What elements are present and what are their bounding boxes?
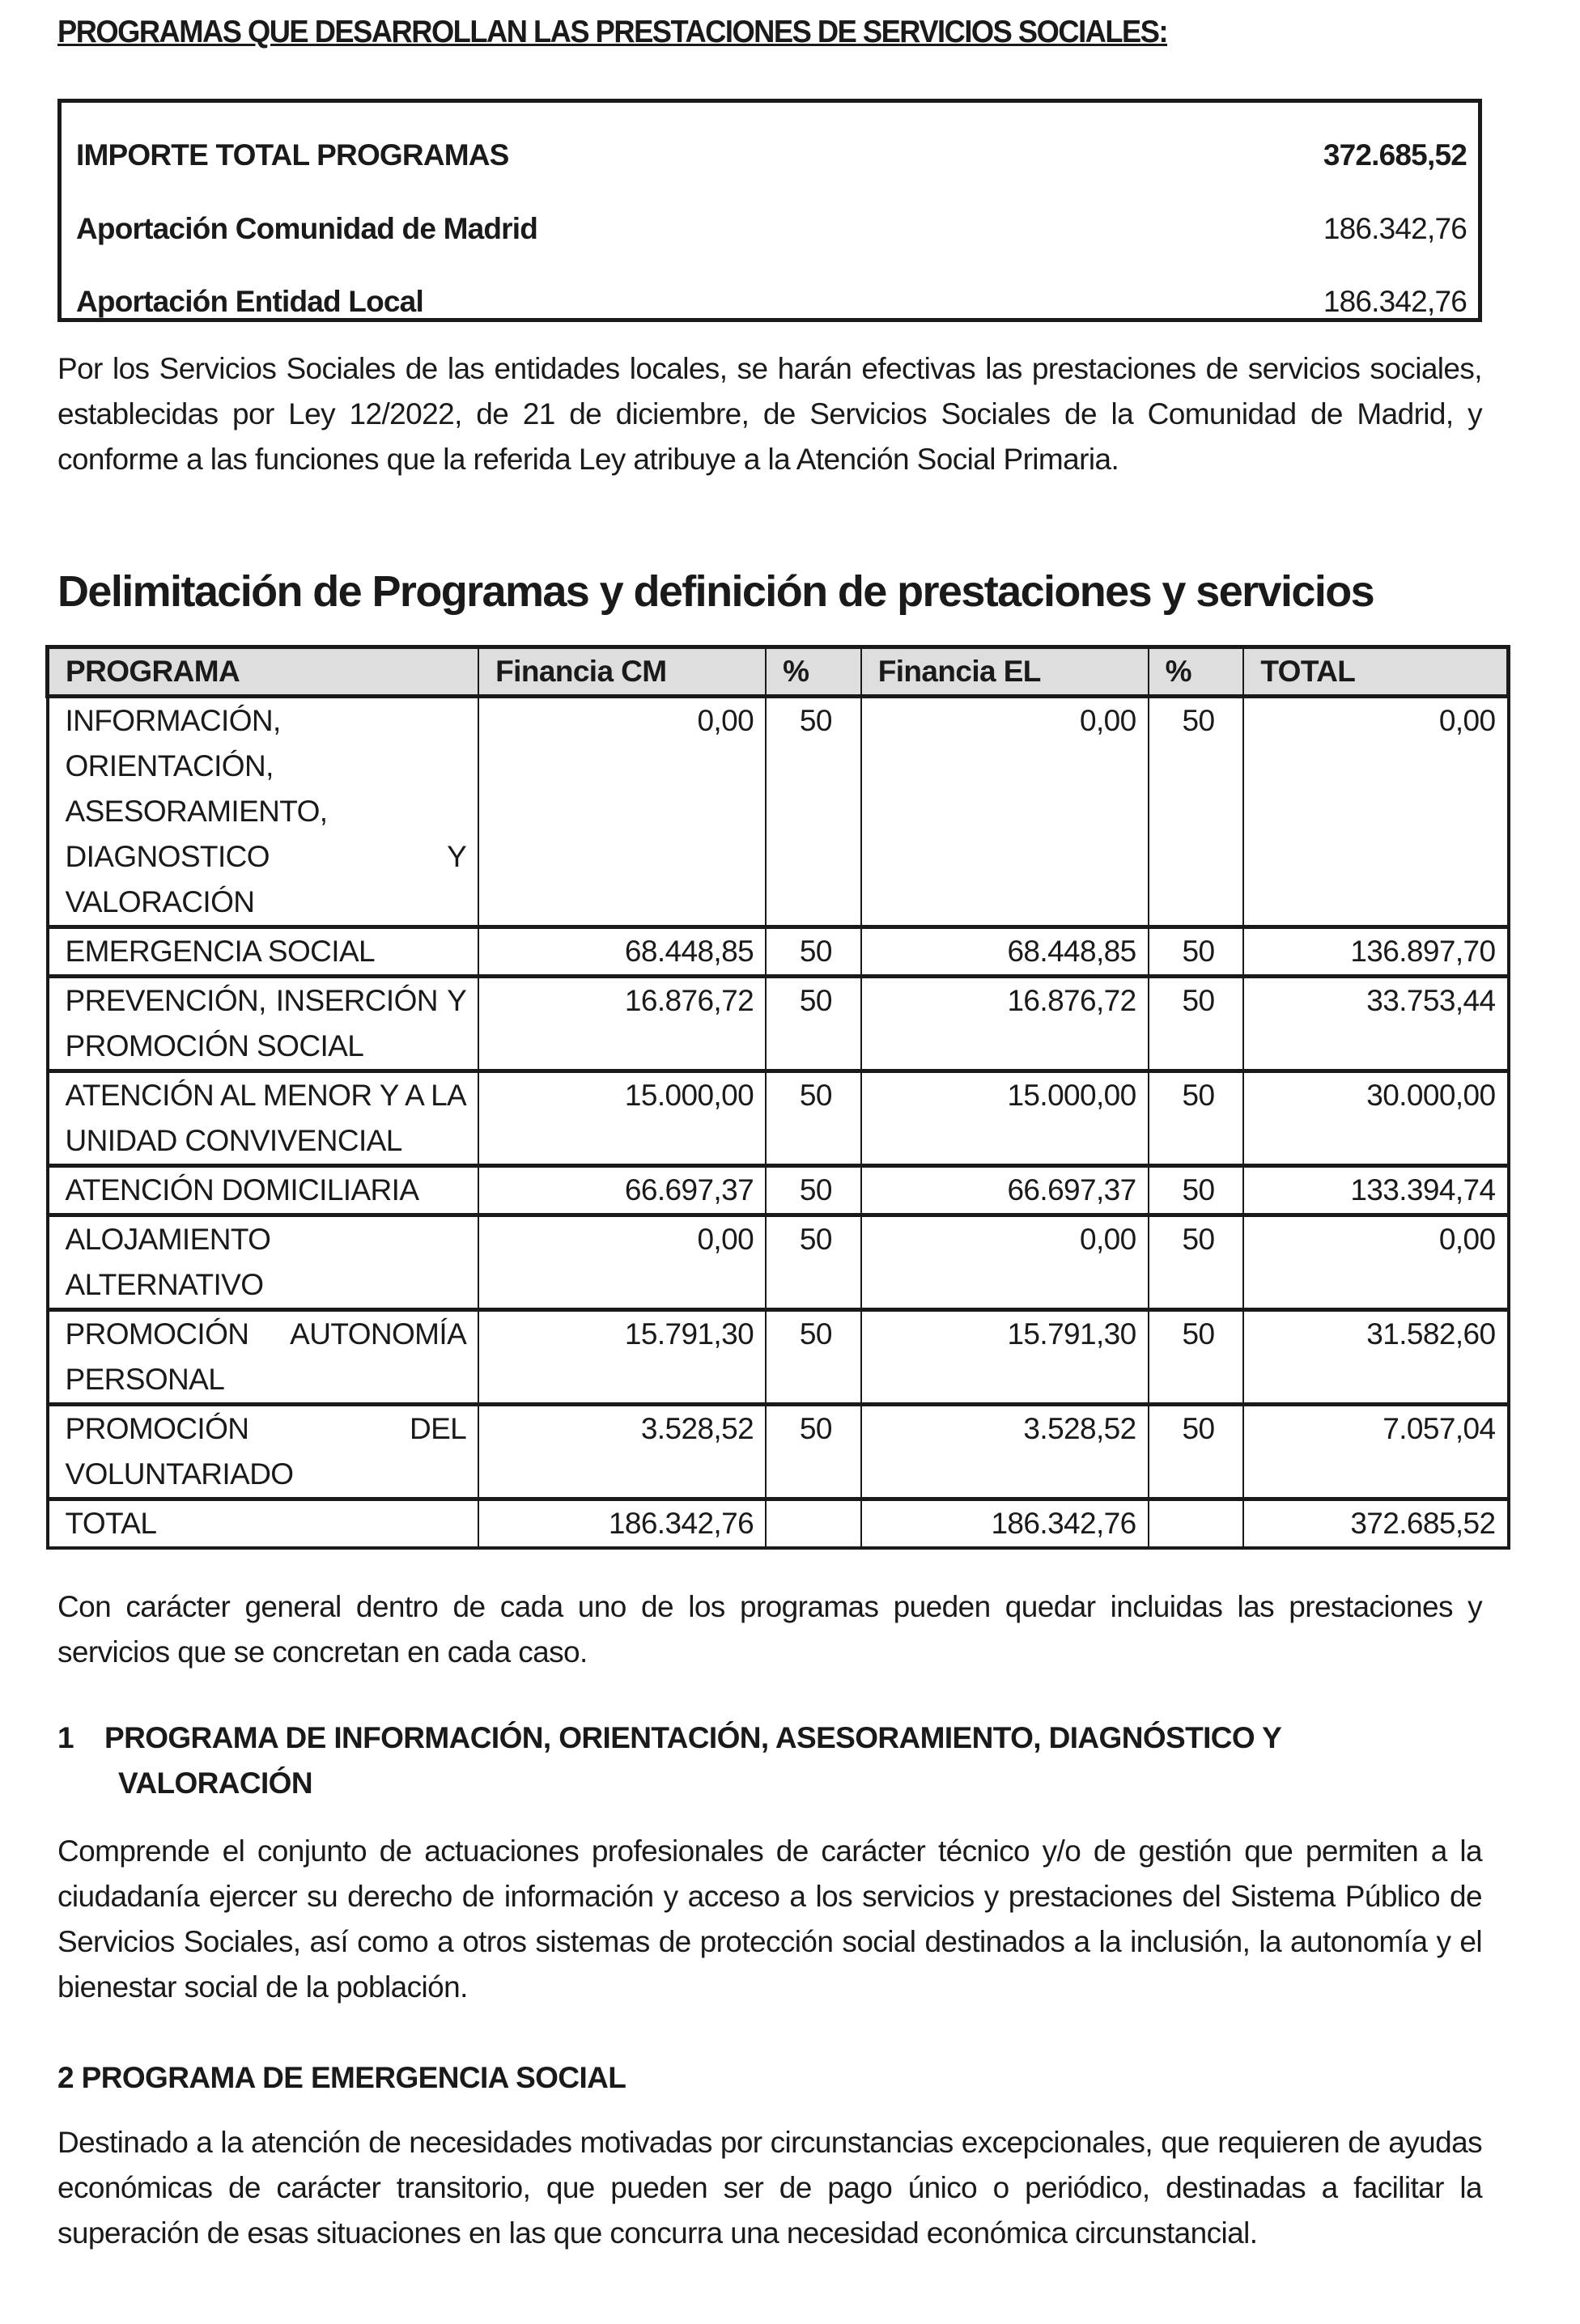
cell-financia-cm: 66.697,37	[478, 1166, 766, 1215]
table-row	[48, 1071, 1509, 1166]
cell-financia-cm: 0,00	[478, 697, 766, 927]
cell-total: 136.897,70	[1243, 927, 1508, 977]
cell-total: 7.057,04	[1243, 1405, 1508, 1499]
cell-pct-cm: 50	[766, 1071, 861, 1166]
header-financia-cm: Financia CM	[478, 647, 766, 697]
document-title: PROGRAMAS QUE DESARROLLAN LAS PRESTACIONES DE SERVICIOS SOCIALES:	[57, 15, 1168, 49]
cell-financia-el: 3.528,52	[861, 1405, 1149, 1499]
program-1-number: 1	[57, 1721, 74, 1754]
table-header-row	[48, 647, 1509, 697]
summary-row-el	[76, 282, 1467, 322]
table-row	[48, 1405, 1509, 1499]
cell-programa: INFORMACIÓN, ORIENTACIÓN, ASESORAMIENTO, DIAGNOSTICO Y VALORACIÓN	[48, 697, 479, 927]
header-pct-el: %	[1149, 647, 1244, 697]
cell-pct-el: 50	[1149, 697, 1244, 927]
cell-pct-el	[1149, 1499, 1244, 1549]
summary-value: 186.342,76	[1323, 285, 1467, 318]
cell-total: 33.753,44	[1243, 977, 1508, 1071]
cell-programa: PROMOCIÓN DEL VOLUNTARIADO	[48, 1405, 479, 1499]
cell-financia-el: 16.876,72	[861, 977, 1149, 1071]
table-row	[48, 697, 1509, 927]
table-row	[48, 977, 1509, 1071]
program-1-heading	[57, 1715, 1482, 1806]
cell-pct-el: 50	[1149, 977, 1244, 1071]
cell-total: 133.394,74	[1243, 1166, 1508, 1215]
general-paragraph: Con carácter general dentro de cada uno de los programas pueden quedar incluidas las prestaciones y servicios que se concretan en cada caso.	[57, 1590, 1482, 1669]
table-row	[48, 1215, 1509, 1310]
cell-financia-cm: 15.791,30	[478, 1310, 766, 1405]
cell-total: 0,00	[1243, 697, 1508, 927]
summary-box	[57, 99, 1482, 322]
cell-programa: PREVENCIÓN, INSERCIÓN Y PROMOCIÓN SOCIAL	[48, 977, 479, 1071]
cell-financia-el: 15.791,30	[861, 1310, 1149, 1405]
table-row	[48, 927, 1509, 977]
cell-pct-el: 50	[1149, 1215, 1244, 1310]
program-1-title-line1: PROGRAMA DE INFORMACIÓN, ORIENTACIÓN, ASESORAMIENTO, DIAGNÓSTICO Y	[104, 1721, 1282, 1754]
cell-pct-cm: 50	[766, 927, 861, 977]
cell-pct-cm: 50	[766, 1166, 861, 1215]
programs-table	[45, 645, 1510, 1550]
header-programa: PROGRAMA	[48, 647, 479, 697]
cell-programa: ATENCIÓN AL MENOR Y A LA UNIDAD CONVIVENCIAL	[48, 1071, 479, 1166]
summary-label: Aportación Comunidad de Madrid	[76, 212, 538, 245]
cell-pct-el: 50	[1149, 1166, 1244, 1215]
cell-pct-el: 50	[1149, 1405, 1244, 1499]
cell-programa: TOTAL	[48, 1499, 479, 1549]
summary-label: Aportación Entidad Local	[76, 285, 423, 318]
cell-pct-cm	[766, 1499, 861, 1549]
summary-label: IMPORTE TOTAL PROGRAMAS	[76, 138, 509, 172]
cell-financia-el: 0,00	[861, 1215, 1149, 1310]
program-1-title-line2: VALORACIÓN	[118, 1766, 312, 1800]
cell-financia-el: 15.000,00	[861, 1071, 1149, 1166]
cell-programa: PROMOCIÓN AUTONOMÍA PERSONAL	[48, 1310, 479, 1405]
cell-financia-cm: 16.876,72	[478, 977, 766, 1071]
summary-value: 186.342,76	[1323, 212, 1467, 245]
cell-financia-el: 0,00	[861, 697, 1149, 927]
program-2-heading: 2 PROGRAMA DE EMERGENCIA SOCIAL	[57, 2061, 626, 2094]
table-body	[48, 697, 1509, 1549]
cell-financia-cm: 15.000,00	[478, 1071, 766, 1166]
summary-row-total	[76, 135, 1467, 176]
cell-pct-el: 50	[1149, 1071, 1244, 1166]
cell-pct-cm: 50	[766, 1215, 861, 1310]
summary-value: 372.685,52	[1323, 138, 1467, 172]
cell-financia-cm: 3.528,52	[478, 1405, 766, 1499]
cell-total: 0,00	[1243, 1215, 1508, 1310]
cell-pct-el: 50	[1149, 1310, 1244, 1405]
table-row	[48, 1166, 1509, 1215]
cell-pct-cm: 50	[766, 697, 861, 927]
header-pct-cm: %	[766, 647, 861, 697]
summary-row-cm	[76, 209, 1467, 249]
cell-financia-cm: 0,00	[478, 1215, 766, 1310]
cell-total: 30.000,00	[1243, 1071, 1508, 1166]
header-total: TOTAL	[1243, 647, 1508, 697]
cell-total: 31.582,60	[1243, 1310, 1508, 1405]
cell-financia-el: 66.697,37	[861, 1166, 1149, 1215]
cell-programa: ALOJAMIENTO ALTERNATIVO	[48, 1215, 479, 1310]
cell-financia-cm: 186.342,76	[478, 1499, 766, 1549]
table-total-row	[48, 1499, 1509, 1549]
cell-financia-el: 186.342,76	[861, 1499, 1149, 1549]
section-heading: Delimitación de Programas y definición de prestaciones y servicios	[57, 567, 1374, 616]
cell-programa: EMERGENCIA SOCIAL	[48, 927, 479, 977]
cell-pct-cm: 50	[766, 1405, 861, 1499]
header-financia-el: Financia EL	[861, 647, 1149, 697]
cell-pct-el: 50	[1149, 927, 1244, 977]
program-1-description: Comprende el conjunto de actuaciones profesionales de carácter técnico y/o de gestión que permiten a la ciudadanía ejercer su derecho de información y acceso a los servicios y prestaciones del Sistema Público de Servicios Sociales, así como a otros sistemas de protección social destinados a la inclusión, la autonomía y el bienestar social de la población.	[57, 1834, 1482, 2004]
cell-pct-cm: 50	[766, 1310, 861, 1405]
cell-pct-cm: 50	[766, 977, 861, 1071]
cell-financia-cm: 68.448,85	[478, 927, 766, 977]
cell-programa: ATENCIÓN DOMICILIARIA	[48, 1166, 479, 1215]
program-2-description: Destinado a la atención de necesidades motivadas por circunstancias excepcionales, que requieren de ayudas económicas de carácter transitorio, que pueden ser de pago único o periódico, destinadas a facilitar la superación de esas situaciones en las que concurra una necesidad económica circunstancial.	[57, 2126, 1482, 2250]
table-row	[48, 1310, 1509, 1405]
intro-paragraph: Por los Servicios Sociales de las entidades locales, se harán efectivas las prestaciones de servicios sociales, establecidas por Ley 12/2022, de 21 de diciembre, de Servicios Sociales de la Comunidad de Madrid, y conforme a las funciones que la referida Ley atribuye a la Atención Social Primaria.	[57, 352, 1482, 476]
cell-financia-el: 68.448,85	[861, 927, 1149, 977]
cell-total: 372.685,52	[1243, 1499, 1508, 1549]
